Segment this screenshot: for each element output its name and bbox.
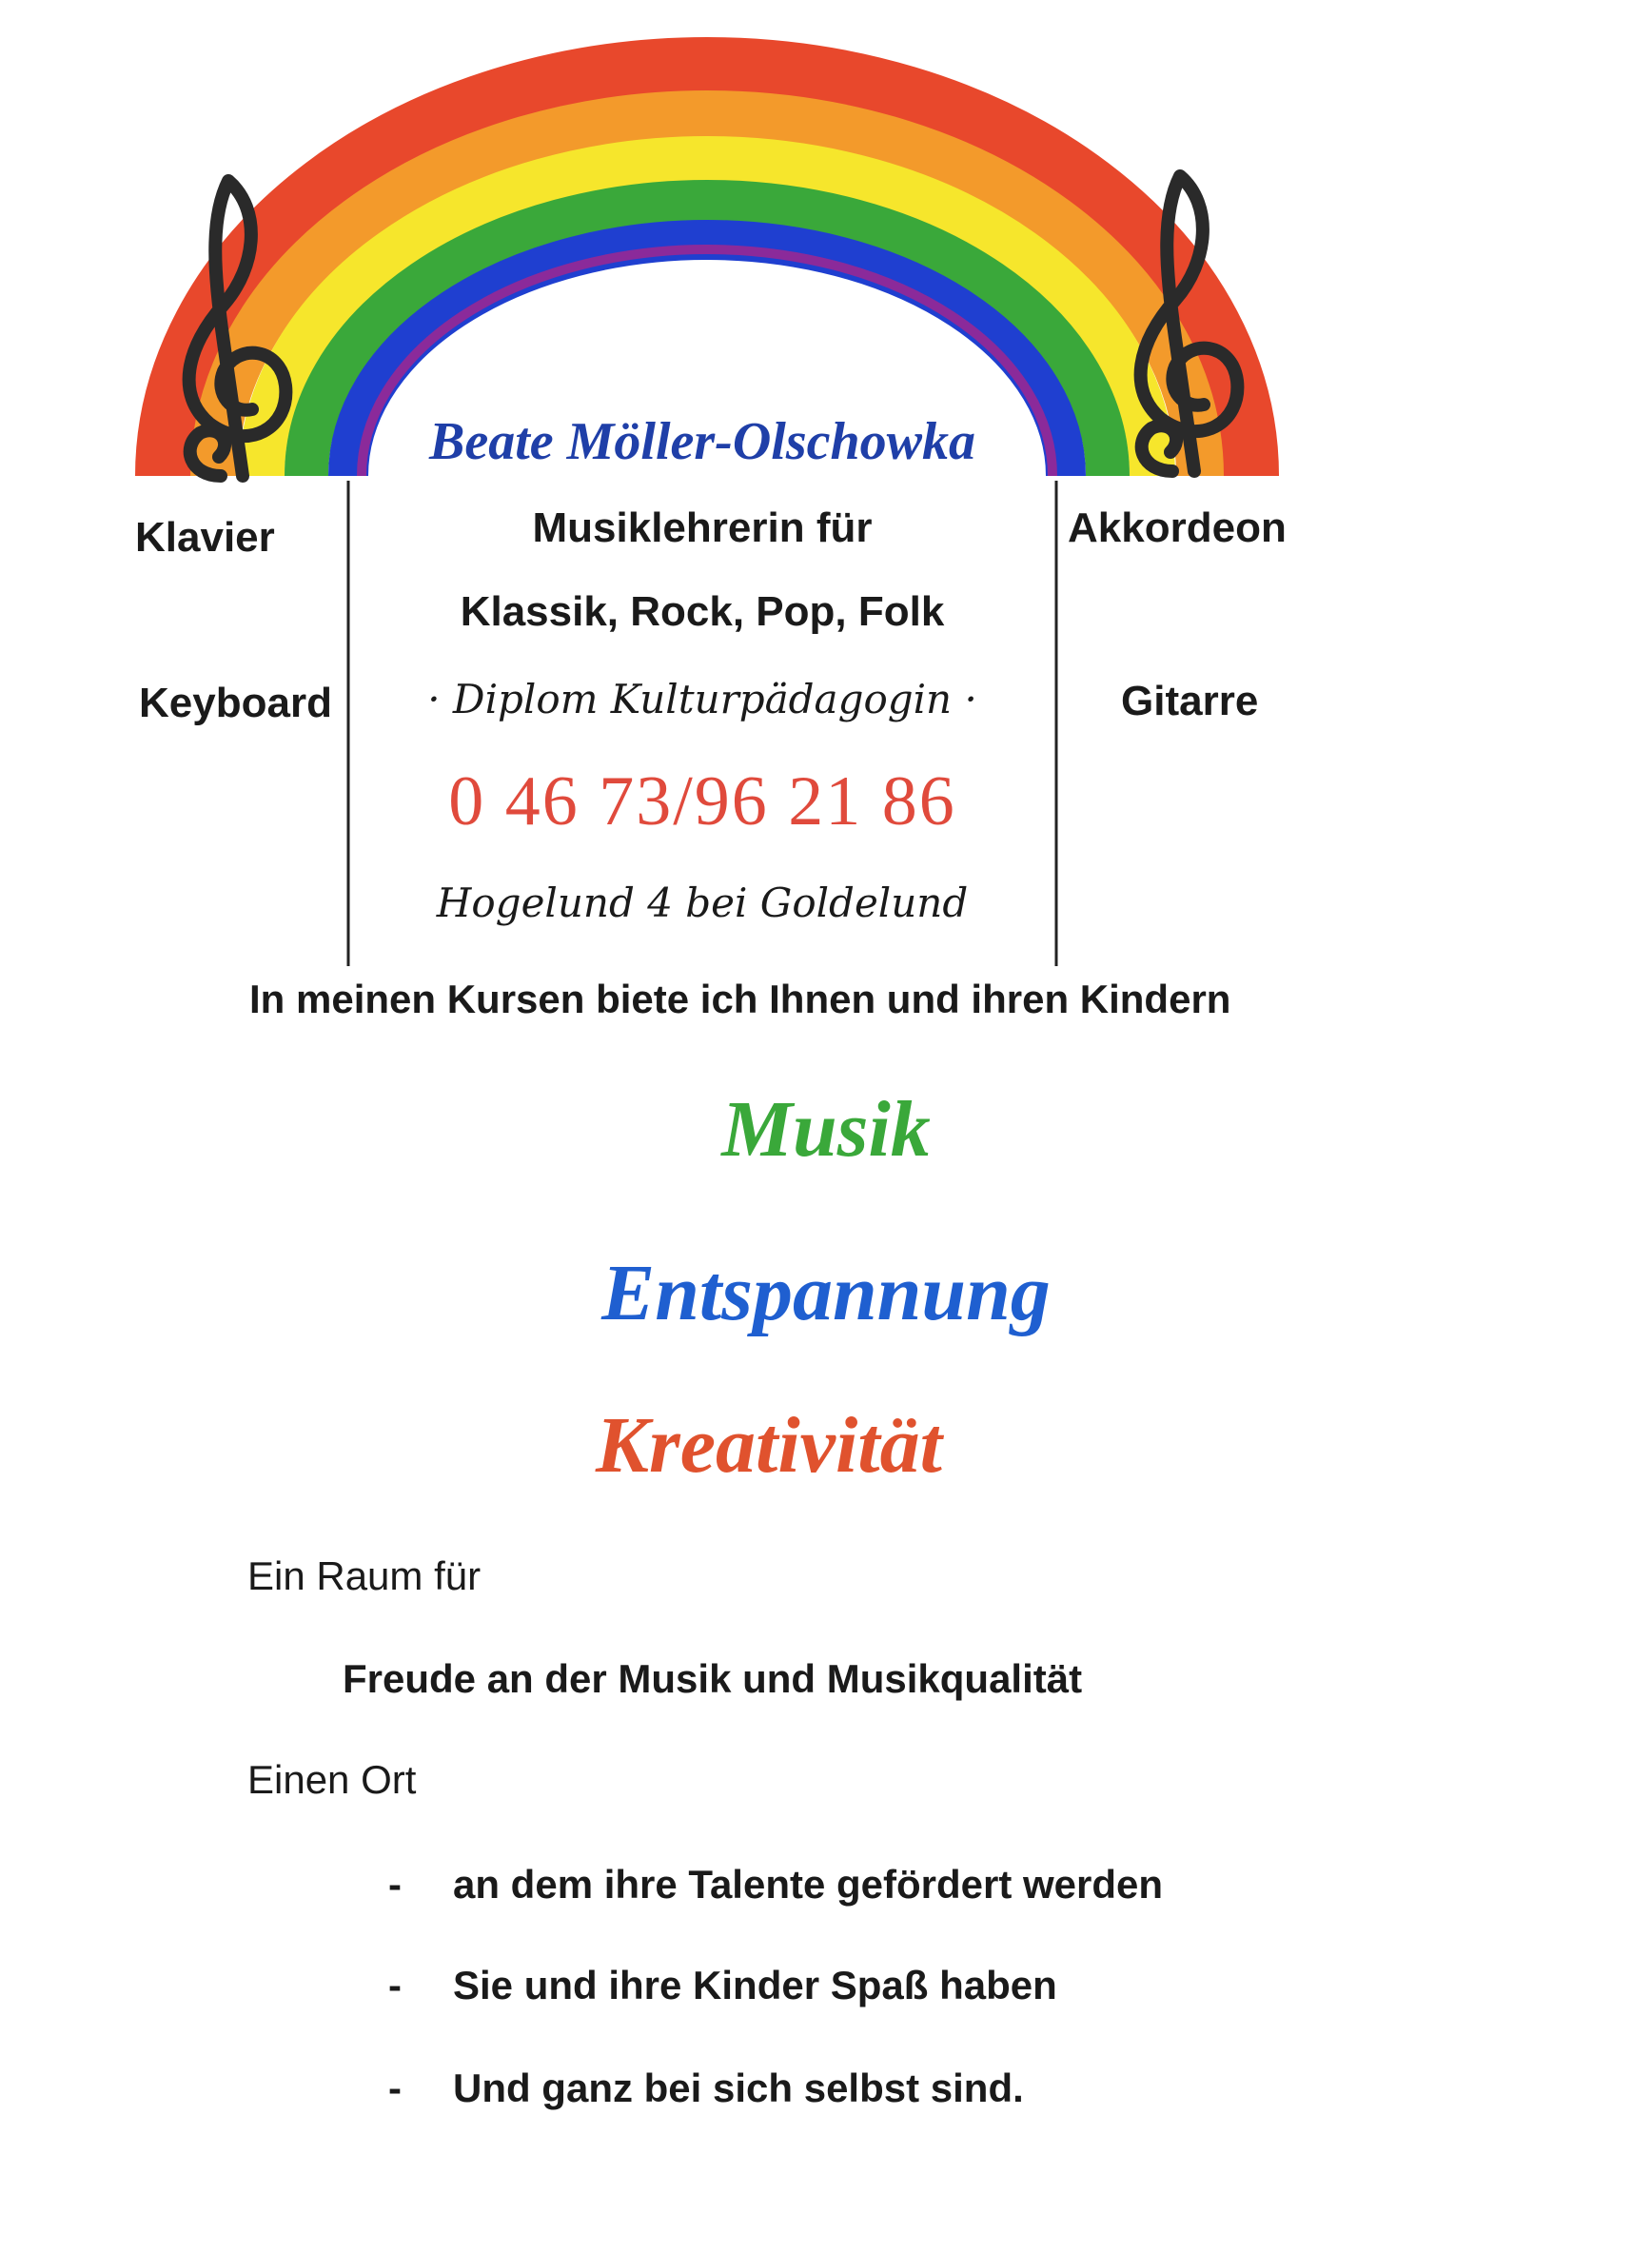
instrument-gitarre: Gitarre (1121, 678, 1259, 724)
title-line-1: Musiklehrerin für (532, 504, 873, 551)
raum-text: Freude an der Musik und Musikqualität (343, 1656, 1083, 1701)
ort-label: Einen Ort (247, 1757, 417, 1802)
bullet-dash: - (388, 2066, 402, 2110)
list-item: Sie und ihre Kinder Spaß haben (453, 1963, 1057, 2007)
instrument-akkordeon: Akkordeon (1068, 504, 1287, 551)
address-line: Hogelund 4 bei Goldelund (436, 880, 969, 926)
teacher-name: Beate Möller-Olschowka (429, 412, 975, 471)
highlight-entspannung: Entspannung (601, 1249, 1051, 1337)
highlight-kreativitaet: Kreativität (596, 1401, 942, 1490)
diploma-line: · Diplom Kulturpädagogin · (427, 676, 977, 722)
title-line-2: Klassik, Rock, Pop, Folk (460, 588, 945, 635)
instrument-klavier: Klavier (135, 514, 275, 561)
instrument-keyboard: Keyboard (139, 680, 332, 726)
highlight-musik: Musik (721, 1085, 931, 1174)
raum-label: Ein Raum für (247, 1553, 482, 1598)
list-item: an dem ihre Talente gefördert werden (453, 1862, 1164, 1907)
bullet-dash: - (388, 1963, 402, 2007)
list-item: Und ganz bei sich selbst sind. (453, 2066, 1024, 2110)
phone-number: 0 46 73/96 21 86 (448, 762, 956, 840)
intro-text: In meinen Kursen biete ich Ihnen und ihren Kindern (249, 977, 1231, 1021)
bullet-dash: - (388, 1862, 402, 1907)
